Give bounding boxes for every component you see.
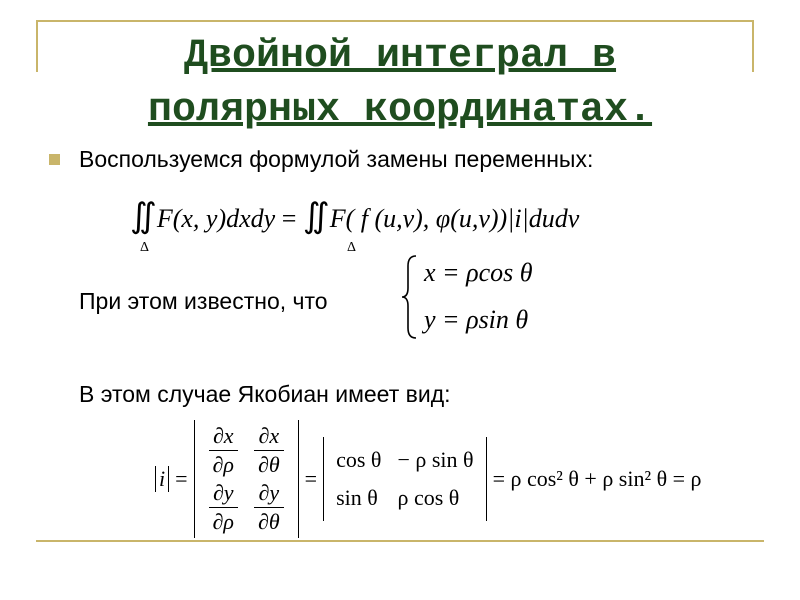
- partials-determinant: [194, 420, 299, 538]
- partial-rho: ∂ρ: [212, 452, 234, 477]
- domain-label-left: Δ: [140, 240, 150, 255]
- frame-top-line: [36, 20, 754, 22]
- jacobian-formula: [155, 420, 702, 538]
- title-line-1: Двойной интеграл в: [183, 34, 617, 79]
- matrix-cell-11: cos θ: [336, 447, 382, 472]
- partial-y: ∂y: [212, 480, 234, 505]
- partial-x: ∂x: [212, 423, 234, 448]
- matrix-cell-12: − ρ sin θ: [397, 447, 474, 472]
- system-brace-icon: [400, 254, 420, 340]
- frame-left-line: [36, 20, 38, 72]
- trig-determinant: [323, 437, 486, 521]
- equals-sign: =: [281, 204, 303, 233]
- partial-x: ∂x: [258, 423, 280, 448]
- square-bullet-icon: [49, 154, 60, 165]
- rhs-integrand: F( f (u,v), φ(u,v))|i|dudv: [329, 204, 580, 233]
- double-integral-icon: ∬: [302, 198, 330, 235]
- lhs-integrand: F(x, y)dxdy: [156, 204, 276, 233]
- matrix-cell-22: ρ cos θ: [397, 485, 460, 510]
- title-line-2: полярных координатах.: [147, 88, 653, 133]
- frame-bottom-line: [36, 540, 764, 542]
- partial-rho: ∂ρ: [212, 509, 234, 534]
- equals-sign: =: [304, 466, 318, 491]
- partial-y: ∂y: [258, 480, 280, 505]
- partial-theta: ∂θ: [257, 452, 280, 477]
- double-integral-icon: ∬: [130, 198, 157, 235]
- frame-right-line: [752, 20, 754, 72]
- partial-theta: ∂θ: [257, 509, 280, 534]
- equals-sign: =: [175, 466, 188, 491]
- slide-title: [70, 30, 730, 138]
- jacobian-text: В этом случае Якобиан имеет вид:: [79, 381, 451, 407]
- polar-y-equation: y = ρsin θ: [424, 305, 529, 334]
- polar-x-equation: x = ρcos θ: [424, 258, 533, 287]
- jacobian-result: = ρ cos² θ + ρ sin² θ = ρ: [492, 466, 702, 491]
- jacobian-abs: i: [155, 466, 169, 492]
- matrix-cell-21: sin θ: [336, 485, 378, 510]
- known-text: При этом известно, что: [79, 288, 328, 314]
- bullet-text: Воспользуемся формулой замены переменных:: [79, 146, 594, 172]
- change-of-variables-formula: [130, 196, 579, 236]
- domain-label-right: Δ: [347, 240, 357, 255]
